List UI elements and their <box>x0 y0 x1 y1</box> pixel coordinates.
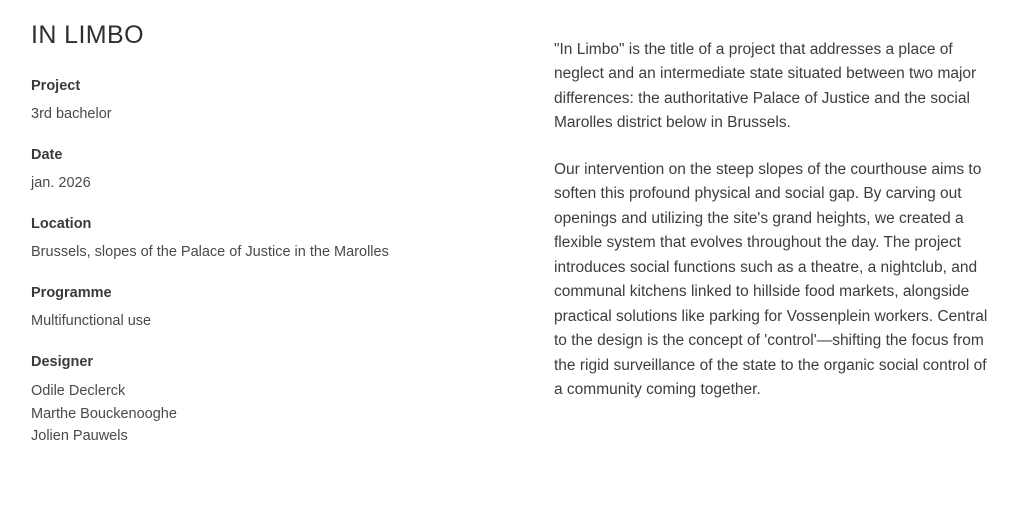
project-description-column <box>554 38 994 403</box>
list-item: Jolien Pauwels <box>31 428 128 445</box>
designer-name-list <box>31 380 511 447</box>
meta-label-date: Date <box>31 146 63 163</box>
meta-value-location: Brussels, slopes of the Palace of Justice in the Marolles <box>31 244 389 261</box>
description-paragraph-1: "In Limbo" is the title of a project that addresses a place of neglect and an intermediate state situated between two major differences: the authoritative Palace of Justice and the social Marolles district below in Brussels. <box>554 41 977 132</box>
meta-value-project: 3rd bachelor <box>31 105 112 122</box>
meta-field-programme <box>31 285 511 333</box>
meta-field-designer <box>31 354 511 448</box>
meta-field-location <box>31 216 511 264</box>
project-details-column <box>31 22 511 469</box>
description-paragraph-2: Our intervention on the steep slopes of the courthouse aims to soften this profound physical and social gap. By carving out openings and utilizing the site's grand heights, we created a flexible system that evolves throughout the day. The project introduces social functions such as a theatre, a nightclub, and communal kitchens linked to hillside food markets, alongside practical solutions like parking for Vossenplein workers. Central to the design is the concept of 'control'—shifting the focus from the rigid surveillance of the state to the organic social control of a community coming together. <box>554 160 988 399</box>
page-title: IN LIMBO <box>31 21 144 49</box>
meta-field-project <box>31 78 511 126</box>
meta-label-location: Location <box>31 215 92 232</box>
meta-label-programme: Programme <box>31 284 112 301</box>
list-item: Odile Declerck <box>31 383 126 400</box>
meta-field-date <box>31 147 511 195</box>
meta-value-date: jan. 2026 <box>31 175 91 192</box>
meta-label-designer: Designer <box>31 354 94 371</box>
list-item: Marthe Bouckenooghe <box>31 405 177 422</box>
meta-label-project: Project <box>31 77 81 94</box>
meta-value-programme: Multifunctional use <box>31 313 152 330</box>
